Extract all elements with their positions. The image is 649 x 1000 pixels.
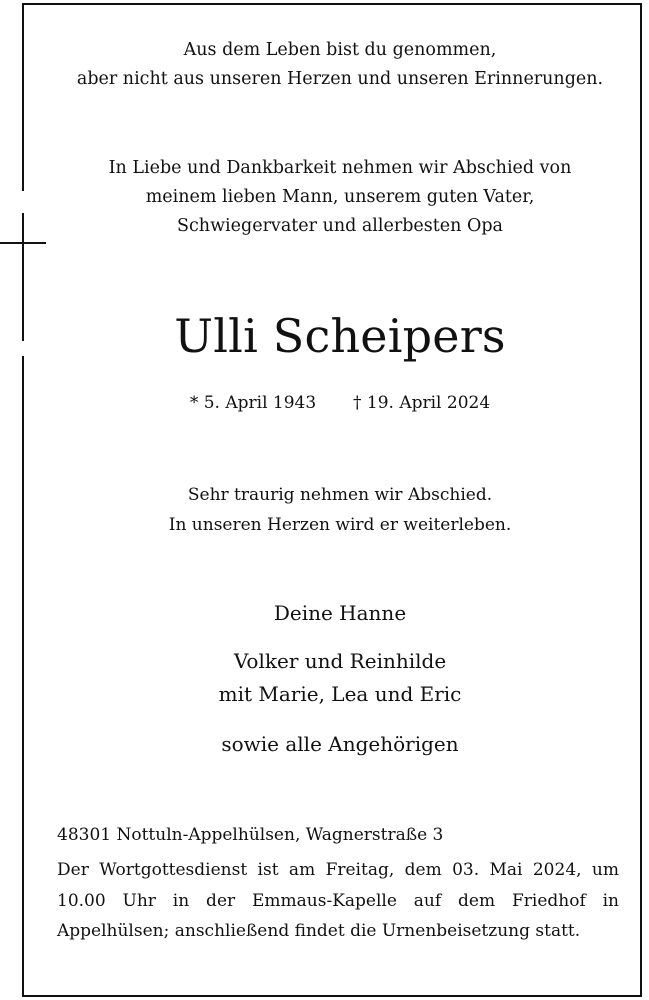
life-dates <box>40 389 640 417</box>
verse-line: Aus dem Leben bist du genommen, <box>183 40 497 60</box>
grandchildren-line: mit Marie, Lea und Eric <box>218 682 462 706</box>
farewell-line: In unseren Herzen wird er weiterleben. <box>168 515 512 535</box>
frame-border-left-upper <box>22 3 24 191</box>
death-symbol: † <box>352 393 362 413</box>
children-line: Volker und Reinhilde <box>233 649 447 673</box>
funeral-service-info: Der Wortgottesdienst ist am Freitag, dem 03. Mai 2024, um 10.00 Uhr in der Emmaus-Kapelle auf dem Friedhof in Appelhülsen; anschließend findet die Urnenbeisetzung statt. <box>57 860 619 941</box>
family-children <box>40 645 640 711</box>
family-relatives: sowie alle Angehörigen <box>221 732 459 756</box>
verse-line: aber nicht aus unseren Herzen und unseren Erinnerungen. <box>76 69 604 89</box>
memorial-verse <box>40 36 640 94</box>
farewell-line: Sehr traurig nehmen wir Abschied. <box>187 485 493 505</box>
family-spouse: Deine Hanne <box>273 601 407 625</box>
intro-line: meinem lieben Mann, unserem guten Vater, <box>145 187 535 207</box>
birth-symbol: * <box>189 393 199 413</box>
farewell-message <box>40 480 640 540</box>
intro-line: Schwiegervater und allerbesten Opa <box>177 216 503 236</box>
cross-vertical-bar <box>22 213 24 341</box>
intro-line: In Liebe und Dankbarkeit nehmen wir Abschied von <box>108 158 572 178</box>
announcement-intro <box>40 154 640 241</box>
birth-date: 5. April 1943 <box>203 393 317 413</box>
frame-border-right <box>640 3 642 997</box>
frame-border-top <box>22 3 642 5</box>
frame-border-left-lower <box>22 356 24 997</box>
cross-horizontal-bar <box>0 242 46 244</box>
frame-border-bottom <box>22 995 642 997</box>
mourning-address: 48301 Nottuln-Appelhülsen, Wagnerstraße 3 <box>57 825 444 845</box>
deceased-name: Ulli Scheipers <box>174 309 506 363</box>
death-date: 19. April 2024 <box>366 393 491 413</box>
